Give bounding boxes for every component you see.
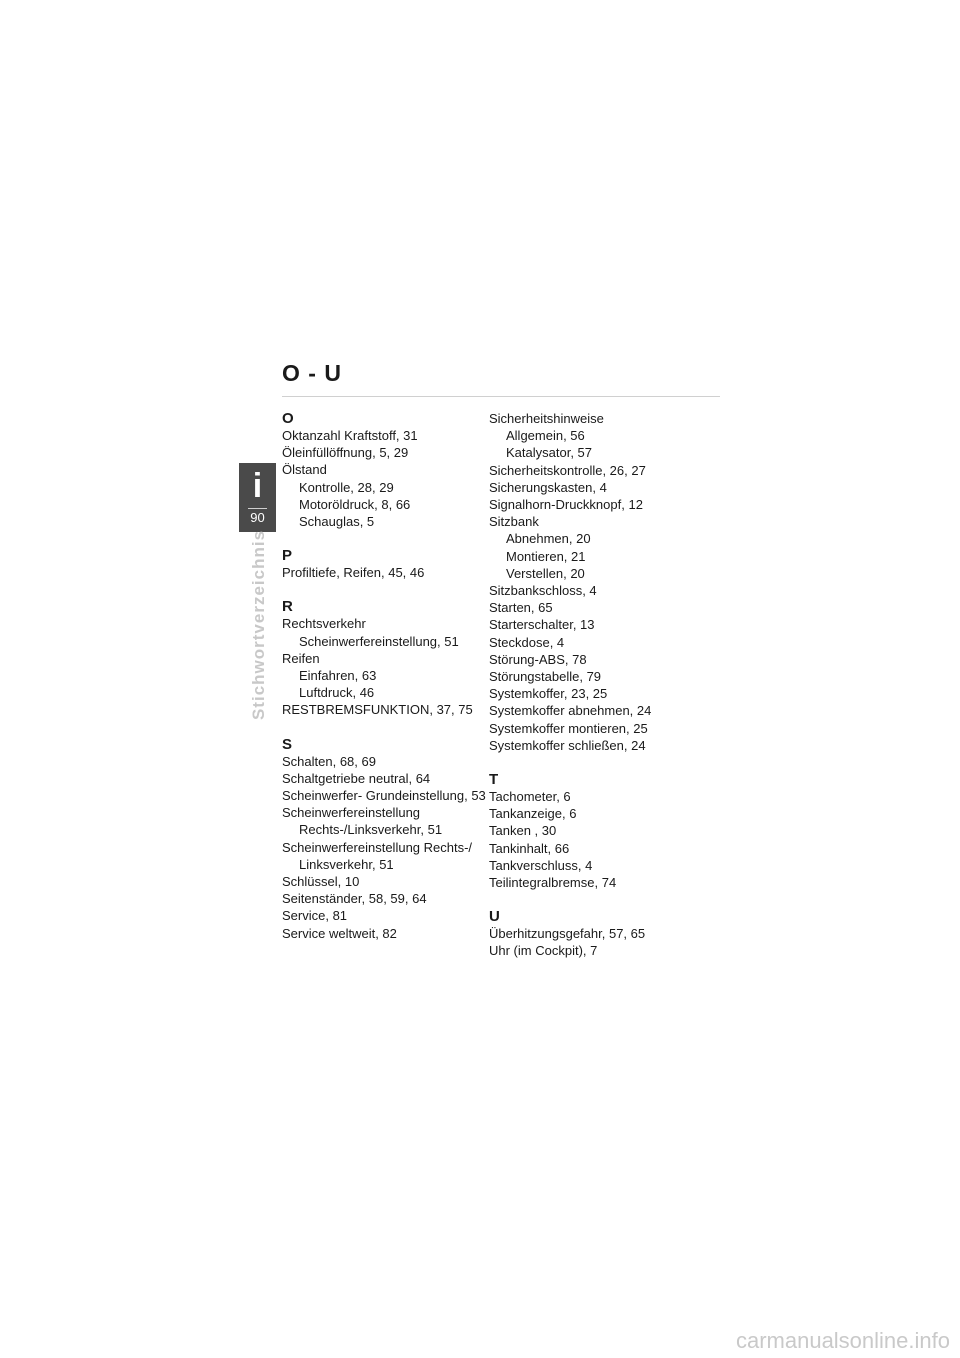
index-entry: Service weltweit, 82 xyxy=(282,925,397,941)
index-entry: Schaltgetriebe neutral, 64 xyxy=(282,770,431,786)
index-subentry: Einfahren, 63 xyxy=(299,668,377,684)
index-entry: Scheinwerfer- Grundeinstellung, 53 xyxy=(282,788,486,804)
index-subentry: Kontrolle, 28, 29 xyxy=(299,479,394,495)
index-subentry: Montieren, 21 xyxy=(506,548,586,564)
index-entry: Ölstand xyxy=(282,462,327,478)
index-entry: Systemkoffer montieren, 25 xyxy=(489,720,648,736)
index-subentry: Verstellen, 20 xyxy=(506,565,585,581)
index-entry: Tankinhalt, 66 xyxy=(489,840,570,856)
index-subentry: Katalysator, 57 xyxy=(506,445,592,461)
index-subentry: Luftdruck, 46 xyxy=(299,685,375,701)
index-entry: Schalten, 68, 69 xyxy=(282,753,376,769)
index-column-left xyxy=(282,410,492,959)
index-entry: Profiltiefe, Reifen, 45, 46 xyxy=(282,565,425,581)
index-section xyxy=(282,598,492,718)
info-icon: i xyxy=(252,467,263,505)
watermark: carmanualsonline.info xyxy=(735,1328,950,1353)
index-entry: Sitzbank xyxy=(489,514,539,530)
index-entry: Uhr (im Cockpit), 7 xyxy=(489,943,598,959)
page-number: 90 xyxy=(250,510,265,525)
index-entry: Scheinwerfereinstellung xyxy=(282,805,421,821)
tab-divider xyxy=(248,508,267,509)
section-letter: T xyxy=(489,771,499,789)
index-entry: Störungstabelle, 79 xyxy=(489,669,602,685)
index-subentry: Schauglas, 5 xyxy=(299,514,375,530)
index-section xyxy=(282,736,492,942)
index-section xyxy=(489,908,699,959)
index-subentry: Scheinwerfereinstellung, 51 xyxy=(299,633,459,649)
index-column-right xyxy=(489,410,699,977)
index-section xyxy=(489,771,699,891)
index-entry: Sicherungskasten, 4 xyxy=(489,479,607,495)
index-entry: Tanken , 30 xyxy=(489,823,557,839)
index-entry: Sicherheitshinweise xyxy=(489,411,604,426)
index-entry: Störung-ABS, 78 xyxy=(489,651,587,667)
index-entry: Systemkoffer schließen, 24 xyxy=(489,737,646,753)
section-letter: P xyxy=(282,547,293,565)
index-entry: Sicherheitskontrolle, 26, 27 xyxy=(489,462,646,478)
section-letter: O xyxy=(282,410,294,427)
index-section xyxy=(282,547,492,581)
index-entry: Schlüssel, 10 xyxy=(282,874,360,890)
section-letter: S xyxy=(282,735,293,753)
sidebar-chapter-label: Stichwortverzeichnis xyxy=(249,529,268,721)
index-entry: Reifen xyxy=(282,650,320,666)
index-section xyxy=(489,410,699,754)
index-entry: Öleinfüllöffnung, 5, 29 xyxy=(282,445,409,461)
index-entry: Starten, 65 xyxy=(489,600,553,616)
index-subentry: Rechts-/Linksverkehr, 51 xyxy=(299,822,443,838)
title-divider xyxy=(282,396,720,397)
index-subentry: Allgemein, 56 xyxy=(506,428,585,444)
index-entry: Scheinwerfereinstellung Rechts-/ Linksverkehr, 51 xyxy=(282,839,473,872)
index-subentry: Motoröldruck, 8, 66 xyxy=(299,496,411,512)
index-entry: Seitenständer, 58, 59, 64 xyxy=(282,891,427,907)
index-entry: Tankverschluss, 4 xyxy=(489,857,593,873)
index-entry: Überhitzungsgefahr, 57, 65 xyxy=(489,926,646,942)
index-subentry: Abnehmen, 20 xyxy=(506,531,591,547)
index-entry: RESTBREMSFUNKTION, 37, 75 xyxy=(282,702,473,718)
index-entry: Rechtsverkehr xyxy=(282,616,366,632)
section-letter: R xyxy=(282,598,293,616)
page-title: O - U xyxy=(282,360,342,386)
index-entry: Signalhorn-Druckknopf, 12 xyxy=(489,497,643,513)
index-entry: Steckdose, 4 xyxy=(489,634,565,650)
index-entry: Teilintegralbremse, 74 xyxy=(489,875,617,891)
index-entry: Oktanzahl Kraftstoff, 31 xyxy=(282,428,418,443)
section-letter: U xyxy=(489,908,500,926)
index-entry: Tachometer, 6 xyxy=(489,789,571,805)
index-entry: Service, 81 xyxy=(282,908,348,924)
index-entry: Tankanzeige, 6 xyxy=(489,806,577,822)
index-entry: Starterschalter, 13 xyxy=(489,617,595,633)
index-entry: Systemkoffer abnehmen, 24 xyxy=(489,703,652,719)
index-entry: Sitzbankschloss, 4 xyxy=(489,583,597,599)
index-section xyxy=(282,410,492,530)
index-entry: Systemkoffer, 23, 25 xyxy=(489,686,608,702)
chapter-tab xyxy=(239,463,276,532)
